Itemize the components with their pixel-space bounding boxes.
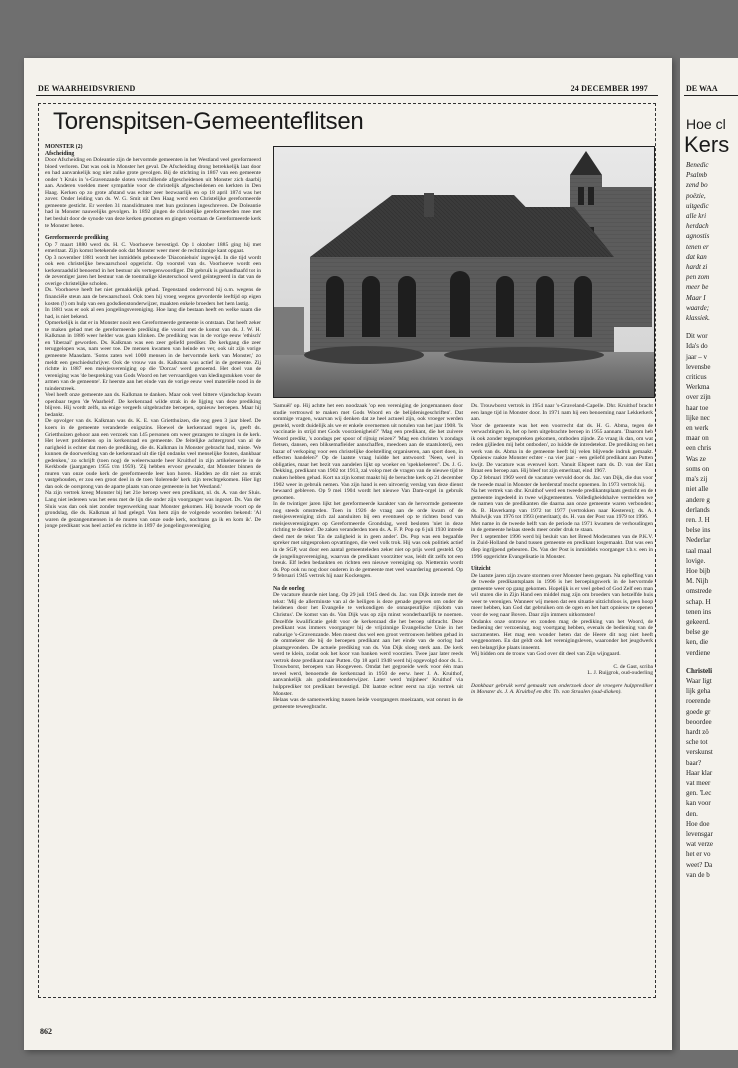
adjacent-line: verdiene bbox=[686, 648, 711, 657]
adjacent-line: niet alle bbox=[686, 485, 709, 494]
adjacent-line: taal maal bbox=[686, 546, 712, 555]
adjacent-line: tenen er bbox=[686, 242, 709, 251]
acknowledgement-note: Dankbaar gebruik werd gemaakt van onderzoek door de vroegere hulpprediker in Monster ds. J. A. Kruithof en dhr. Th. van Straalen (oud-diaken). bbox=[471, 682, 653, 696]
adjacent-line: Hoe doe bbox=[686, 819, 710, 828]
paragraph: In de twintiger jaren lijkt het gereformeerde karakter van de hervormde gemeente nog steeds omstreden. Toen in 1926 de vraag aan de orde kwam of de meisjesvereniging zich zal aansluiten bij een eventueel op te richten bond van meisjesverenigingen op Gereformeerde Grondslag, werd besloten 'niet in deze richting te denken'. De zaken veranderden toen ds. A. F. P. Pop op 6 juli 1930 intrede deed met de tekst 'En de zaligheid is in geen ander'. Ds. Pop was een begaafde spreker met uitgesproken opvattingen, die veel volk trok. Hij was ook politiek actief in de SGP, wat door een aantal gemeenteleden zeker niet op prijs werd gesteld. Op de jongelingsvereniging, waarvan de predikant voorzitter was, leidt dit zelfs tot een breuk. Elf leden bedankten en richten een nieuwe vereniging op. Niettemin wordt ds. Pop ook nu nog door ouderen in de gemeente met veel waardering genoemd. Op 9 februari 1945 vertrok hij naar Kockengen. bbox=[273, 501, 463, 580]
paragraph: Op 2 februari 1969 werd de vacature vervuld door ds. Jac. van Dijk, die dus voor de tweede maal in Monster de herderstaf mocht opnemen. In 1973 vertrok hij. bbox=[471, 475, 653, 488]
adjacent-line: baar? bbox=[686, 758, 702, 767]
adjacent-line: ken, die bbox=[686, 638, 709, 647]
adjacent-line: meer be bbox=[686, 283, 709, 292]
adjacent-title: Kers bbox=[684, 132, 730, 157]
adjacent-line: waarde; bbox=[686, 303, 710, 312]
adjacent-line: uitgedic bbox=[686, 201, 709, 210]
section-heading-afscheiding: Afscheiding bbox=[45, 150, 75, 157]
paragraph: Helaas was de samenwerking tussen beide voorgangers moeizaam, wat onrust in de gemeente teweegbracht. bbox=[273, 697, 463, 710]
adjacent-line: zend bo bbox=[686, 181, 708, 190]
adjacent-line: hardt zi bbox=[686, 263, 708, 272]
adjacent-line: Werkma bbox=[686, 383, 710, 392]
adjacent-line: alle kri bbox=[686, 212, 707, 221]
adjacent-kicker: Hoe cl bbox=[686, 116, 726, 132]
adjacent-header-rule bbox=[684, 95, 738, 96]
adjacent-line: Maar I bbox=[686, 293, 706, 302]
paragraph: De opvolger van ds. Kalkman was ds. K. E. van Grietthuizen, die nog geen 3 jaar bleef. De koers in de gemeente veranderde enigszins. Hoewel de kerkenraad tegen is, geeft ds. Grietthuizen gehoor aan een verzoek van 145 personen om weer gezangen te zingen in de kerk. Het levert problemen op in kerkenraad en gemeente. De feitelijke achtergrond van al de narigheid is echter dat men de prediking, die ds. Kalkman in Monster gebracht had, miste. 'We kunnen de doorwerking van de kerkenraad uit die tijd ondanks veel menselijke fouten, dankbaar gedenken,' zo schrijft (toen nog) de weleerwaarde heer Kruithof in zijn artikelenserie in de Kerkbode (jaargangen 1955 t/m 1959). 'Zij hebben ervoor gewaakt, dat Monster binnen de muren van onze oude kerk de gereformeerde leer kon horen. Hadden ze dit niet zo strak vastgehouden, er zou een groot deel in de toen 'dolerende' kerk zijn terechtgekomen. Hier ligt dan ook de oorsprong van de aparte plaats van onze gemeente in het Westland.' bbox=[45, 418, 261, 490]
paragraph: Opmerkelijk is dat er in Monster nooit een Gereformeerde gemeente is ontstaan. Dat heeft zeker te maken gehad met de gereformeerde prediking die vooral met de komst van ds. J. W. H. Kalkman in 1886 weer helder was gaan klinken. De prediking was in de vorige eeuw 'ethisch' en 'liberaal' geworden. Ds. Kalkman was een zeer geliefd prediker. De kerkgang die zeer teruggelopen was, nam weer toe. De mensen kwamen van heinde en ver, ook uit zijn vorige gemeente Maasdam. 'Soms zaten wel 1000 mensen in de hervormde kerk van Monster,' zo meldt een geschiedschrijver. Ook de vrouw van ds. Kalkman was actief in de gemeente. Zij richtte in 1887 een meisjesvereniging op die 'Dorcas' werd genoemd. Het doel van de vereniging was 'de bespreking van Gods Woord en het vervaardigen van kledingstukken voor de armen van de gemeente'. Er heerste aan het einde van de vorige eeuw veel materiële nood in de tuinderstreek. bbox=[45, 320, 261, 392]
adjacent-line: Waar ligt bbox=[686, 676, 712, 685]
adjacent-line: omstrede bbox=[686, 587, 712, 596]
paragraph: Veel heeft onze gemeente aan ds. Kalkman te danken. Maar ook veel bittere vijandschap kwam openbaar tegen 'de Waarheid'. De kerkenraad wilde strak in de lijging van deze prediking blijven. Hij wordt zelfs, na enige vergeefs uitgebrachte beroepen, opnieuw beroepen. Maar hij bedankt. bbox=[45, 392, 261, 418]
section-heading-na-de-oorlog: Na de oorlog bbox=[273, 585, 305, 592]
adjacent-line: Benedic bbox=[686, 161, 709, 169]
article-column-2 bbox=[273, 403, 463, 986]
adjacent-line: tenen ins bbox=[686, 607, 712, 616]
adjacent-line: gekeerd. bbox=[686, 617, 710, 626]
adjacent-line: wat verze bbox=[686, 840, 714, 849]
adjacent-line: roerende bbox=[686, 697, 711, 706]
header-rule bbox=[36, 95, 658, 96]
section-heading-prediking: Gereformeerde prediking bbox=[45, 235, 109, 242]
adjacent-line: een chris bbox=[686, 444, 712, 453]
adjacent-line: andere g bbox=[686, 495, 710, 504]
paragraph: Ds. Trouwborst vertrok in 1954 naar 's-Graveland-Capelle. Dhr. Kruithof bracht een lange tijd in Monster door. In 1971 nam hij een benoeming naar Lekkerkerk aan. bbox=[471, 403, 653, 423]
adjacent-line: ma's zij bbox=[686, 475, 708, 484]
paragraph: Na zijn vertrek kreeg Monster bij het 21e beroep weer een predikant, nl. ds. A. van der Sluis. Lang niet iedereen was het eens met de lijn die onder zijn voorganger was ingezet. Ds. Van der Sluis was dan ook niet zonder tegenwerking naar Monster gekomen. Hij bouwde voort op de grondslag, die ds. Kalkman al had gelegd. Van hem zijn de volgende woorden bekend: 'Al waren de gezangenmensen in de muren van onze oude kerk, nochtans ga ik en kom ik'. De jonge predikant was heel actief en richtte in 1897 de jongelingsvereniging bbox=[45, 490, 261, 530]
newspaper-page bbox=[24, 58, 672, 1050]
paragraph: 'Samuël' op. Hij achtte het een noodzaak 'op een vereniging de jongemannen door studie vertrouwd te maken met Gods Woord en de belijdenisgeschriften'. Dat sommige vragen, waarvan wij denken dat ze heel actueel zijn, ook vroeger werden gesteld, wordt duidelijk als we er enkele overnemen uit notulen van het jaar 1908. 'Is vaccinatie in strijd met Gods voorzienigheid?' 'Mag een predikant, die het zuivere Woord predikt, 's zondags per spoor of rijtuig reizen?' 'Mag een christen 's zondags fietsen, dansen, een bliksemafleider aanschaffen, meedoen aan de staatsloterij, een bazar of verkoping voor een christelijke doelstelling organiseren, aan sport doen, in effecten handelen?' Op de laatste vraag luidde het antwoord: 'Neen, wel in obligaties, maar het bezit van aandelen lijkt op woeker en 'spekkeleeren''. Ds. J. G. Dekking, predikant van 1902 tot 1913, zal volop met de vragen van de nieuwe tijd te maken hebben gehad. Kort na zijn komst maakt hij de beruchte kerk op 21 december 1902 weer in gebruik nemen. Van zijn hand is een uitvoerig verslag van deze dienst bewaard gebleven. Op 9 mei 1904 wordt het nieuwe Van Dam-orgel in gebruik genomen. bbox=[273, 403, 463, 501]
adjacent-line: poëzie, bbox=[686, 191, 706, 200]
adjacent-line: het er vo bbox=[686, 850, 711, 859]
adjacent-line: lijk geha bbox=[686, 687, 711, 696]
adjacent-line: pen zom bbox=[686, 273, 710, 282]
adjacent-line: M. Nijh bbox=[686, 577, 709, 586]
paragraph: Wij bidden om de trouw van God over dit deel van Zijn wijngaard. bbox=[471, 651, 621, 658]
adjacent-line: ren. J. H bbox=[686, 515, 710, 524]
article-column-3 bbox=[471, 403, 653, 986]
adjacent-line: haar toe bbox=[686, 403, 709, 412]
paragraph: In 1881 was er ook al een jongelingsvereniging. Hoe lang die bestaan heeft en welke naam die had, is niet bekend. bbox=[45, 307, 261, 320]
church-photo bbox=[273, 146, 655, 398]
adjacent-line: jaar – v bbox=[686, 352, 707, 361]
adjacent-line: Psalmb bbox=[686, 171, 707, 180]
adjacent-line: levensbe bbox=[686, 362, 711, 371]
section-heading-uitzicht: Uitzicht bbox=[471, 566, 491, 573]
adjacent-line: schap. H bbox=[686, 597, 711, 606]
paragraph: Per 1 september 1996 werd bij besluit van het Breed Moderamen van de P.K.V. in Zuid-Holland de band tussen gemeente en predikant losgemaakt. Dat was een diep ingrijpend gebeuren. Ds. Van der Post is inmiddels voorganger t.b.v. een in 1996 opgerichte Evangelisatie in Monster. bbox=[471, 533, 653, 560]
adjacent-line: lijke nec bbox=[686, 413, 710, 422]
paragraph: Op 7 maart 1880 werd ds. H. C. Voorhoeve bevestigd. Op 1 oktober 1885 ging hij met emeritaat. Zijn komst betekende ook dat Monster weer meer de rechtzinnige kant opgaat. bbox=[45, 241, 261, 255]
adjacent-line: agnostis bbox=[686, 232, 710, 241]
signature-ouderling: L. J. Ruijgrok, oud-ouderling bbox=[587, 670, 653, 677]
adjacent-line: en werk bbox=[686, 424, 709, 433]
adjacent-line: Dit wor bbox=[686, 332, 708, 341]
adjacent-line: klassiek. bbox=[686, 314, 710, 323]
adjacent-column bbox=[686, 160, 738, 880]
page-number: 862 bbox=[40, 1027, 52, 1036]
adjacent-line: hardt zö bbox=[686, 727, 709, 736]
adjacent-line: belse ge bbox=[686, 628, 709, 637]
adjacent-line: den. bbox=[686, 809, 698, 818]
issue-date: 24 DECEMBER 1997 bbox=[570, 84, 648, 93]
adjacent-line: derlands bbox=[686, 505, 710, 514]
place-heading: MONSTER (2) bbox=[45, 144, 83, 150]
article-title: Torenspitsen-Gemeenteflitsen bbox=[53, 108, 364, 135]
paragraph: De laatste jaren zijn zware stormen over Monster heen gegaan. Na opheffing van de tweede predikantsplaats in 1996 is het beroepingswerk in de hervormde gemeente weer op gang gekomen. Hopelijk is er veel gebed of God Zelf een man wil sturen die in Zijn Hand een middel mag zijn om broeders van hetzelfde huis weer te verenigen. Wanneer wij menen dat een situatie uitzichtloos is, geen hoop meer hebben, kan God dat gebruiken om de ogen en het hart opnieuw te openen voor de weg naar Boven. Daar zijn immers uitkomsten! bbox=[471, 572, 653, 618]
adjacent-line: criticus bbox=[686, 373, 707, 382]
adjacent-line: maar on bbox=[686, 434, 709, 443]
adjacent-line: goede gr bbox=[686, 707, 711, 716]
adjacent-line: gen. 'Lec bbox=[686, 789, 712, 798]
paragraph: De vacature duurde niet lang. Op 29 juli 1945 deed ds. Jac. van Dijk intrede met de tekst: 'Mij de allerminste van al de heiligen is deze genade gegeven om onder de heidenen door het Evangelie te verkondigen de onnaspeurlijke rijkdom van Christus'. De komst van ds. Van Dijk was op zijn minst wonderbaarlijk te noemen. Dezelfde kwalificatie geldt voor de kerkenraad die het beroep uitbracht. Deze predikant was immers voorganger bij de vrijzinnige Evangelische Unie in het naburige 's-Gravenzande. Men moest dus wel een groot vertrouwen hebben gehad in de ommekeer die bij de beroepen predikant aan het einde van de oorlog had plaatsgevonden. De actuele prediking van ds. Van Dijk sloeg sterk aan. De kerk werd te klein, zodat ook het koor van banken werd voorzien. Twee jaar later reeds vertrok deze predikant naar Putten. Op 18 april 1948 werd hij opgevolgd door ds. L. Trouwborst, beroepen van Hoogeveen. Omdat het gegroeide werk voor één man teveel werd, benoemde de kerkenraad in 1950 de eerw. heer J. A. Kruithof, aanvankelijk als godsdienstonderwijzer. Later werd 'mijnheer' Kruithof via hulpprediker tot predikant bevestigd. Dit laatste echter eerst na zijn vertrek uit Monster. bbox=[273, 592, 463, 697]
adjacent-line: van de b bbox=[686, 870, 710, 879]
adjacent-line: soms on bbox=[686, 464, 710, 473]
adjacent-line: beoordee bbox=[686, 717, 712, 726]
adjacent-header: DE WAA bbox=[686, 84, 718, 93]
article-column-1 bbox=[45, 144, 261, 986]
adjacent-line: lovige. bbox=[686, 556, 706, 565]
adjacent-line: levensgar bbox=[686, 830, 713, 838]
paragraph: Met name in de tweede helft van de periode na 1971 kwamen de verhoudingen in de gemeente helaas steeds meer onder druk te staan. bbox=[471, 520, 653, 534]
paragraph: Ds. Voorhoeve heeft het niet gemakkelijk gehad. Tegenstand ondervond hij o.m. wegens de financiële steun aan de bewaarschool. Ook toen hij vroeg wegens gevorderde leeftijd op eigen kosten (!) om hulp van een godsdienstonderwijzer, maakten enkele broeders het hem lastig. bbox=[45, 287, 261, 307]
adjacent-line: Was ze bbox=[686, 454, 706, 463]
adjacent-line: weet? Da bbox=[686, 860, 713, 869]
adjacent-line: Ida's do bbox=[686, 342, 708, 351]
adjacent-line: Hoe bijb bbox=[686, 566, 711, 575]
adjacent-line: belse ins bbox=[686, 526, 711, 535]
paragraph: Ondanks onze ontrouw en zonden mag de prediking van het Woord, de bediening der verzoening, nog voortgang hebben, evenals de bediening van de sacramenten. Het mag een wonder heten dat de Heere dit nog niet heeft weggenomen. En dat geldt ook het verenigingsleven, waaronder het jeugdwerk een belangrijke plaats inneemt. bbox=[471, 618, 653, 651]
adjacent-line: vat meer bbox=[686, 778, 711, 787]
article-frame bbox=[38, 103, 656, 998]
paragraph: Voor de gemeente was het een voorrecht dat ds. H. G. Abma, tegen de verwachtingen in, het op hem uitgebrachte beroep in 1955 aannam. 'Daarom heb ik ook zonder tegenspreken gekomen, ontboden zijnde. Zo vraag ik dan, om wat reden gijlieden mij hebt ontboden', zo luidde de intredetekst. De prediking en het werk van ds. Abma in de gemeente heeft bij velen blijvende indruk gemaakt. Opnieuw raakte Monster echter - na vier jaar - een geliefd predikant aan Putten kwijt. De vacature was evenwel kort. Vanuit Elspeet nam ds. D. van der Ent Braat een beroep aan. Hij bleef tot zijn emeritaat, eind 1967. bbox=[471, 422, 653, 475]
adjacent-page bbox=[680, 58, 738, 1050]
adjacent-line: Nederlar bbox=[686, 536, 711, 545]
paragraph: Na het vertrek van dhr. Kruithof werd een tweede predikantsplaats gesticht en de gemeente ingedeeld in twee wijkgemeenten. Volledigheidshalve vermelden we de namen van de predikanten die daarna aan onze gemeente waren verbonden: ds. B. Haverkamp van 1972 tot 1977 (vertrokken naar Kesteren); ds. A. Muilwijk van 1976 tot 1993 (emeritaat); ds. H. van der Post van 1979 tot 1996. bbox=[471, 488, 653, 521]
adjacent-line: verskunst bbox=[686, 748, 713, 757]
signature-scriba: C. de Gast, scriba bbox=[613, 663, 653, 670]
paragraph: Door Afscheiding en Doleantie zijn de hervormde gemeenten in het Westland veel gereformeerd bloed verloren. Dat was ook in Monster het geval. De Afscheiding drong betrekkelijk laat door en had aanvankelijk nog niet zulke grote gevolgen. Bij de stichting in 1867 van een gemeente onder 't Kruis in 's-Gravenzande sloten verschillende afgescheidenen uit Monster zich daarbij aan. Anderen voelden meer sympathie voor de christelijk afgescheidenen en kerkten in Den Haag. Kerken op zo grote afstand was echter zeer bezwaarlijk en op 18 april 1874 was het zover. Onder leiding van ds. W. G. Smit uit Den Haag werd een Christelijke gereformeerde gemeente gesticht. Er werden 31 manslidmaten met hun gezinnen ingeschreven. De Doleantie had in Monster nauwelijks gevolgen. In 1892 gingen de christelijke gereformeerden mee met het besluit door de synode van deze kerken genomen en gingen voortaan de Gereformeerde kerk te Monster heten. bbox=[45, 157, 261, 229]
adjacent-line: dat kan bbox=[686, 252, 707, 261]
adjacent-line: herdach bbox=[686, 222, 709, 231]
adjacent-subhead: Christeli bbox=[686, 666, 713, 675]
adjacent-line: over zijn bbox=[686, 393, 711, 402]
adjacent-line: kan voor bbox=[686, 799, 711, 808]
adjacent-line: sche tot bbox=[686, 738, 708, 747]
paragraph: Op 3 november 1881 wordt het inmiddels gebouwde 'Diaconiehuis' ingewijd. In die tijd wordt ook een christelijke bewaarschool opgericht. Op voorstel van ds. Voorhoeve wordt een kerkenraadslid benoemd in het bestuur als vertegenwoordiger. Dit gebruik is gehandhaafd tot in de zeventiger jaren het bestuur van de toenmalige kleuterschool werd geïntegreerd in dat van de overige christelijke scholen. bbox=[45, 254, 261, 287]
publication-name: DE WAARHEIDSVRIEND bbox=[38, 84, 136, 93]
adjacent-line: Haar klar bbox=[686, 768, 713, 777]
